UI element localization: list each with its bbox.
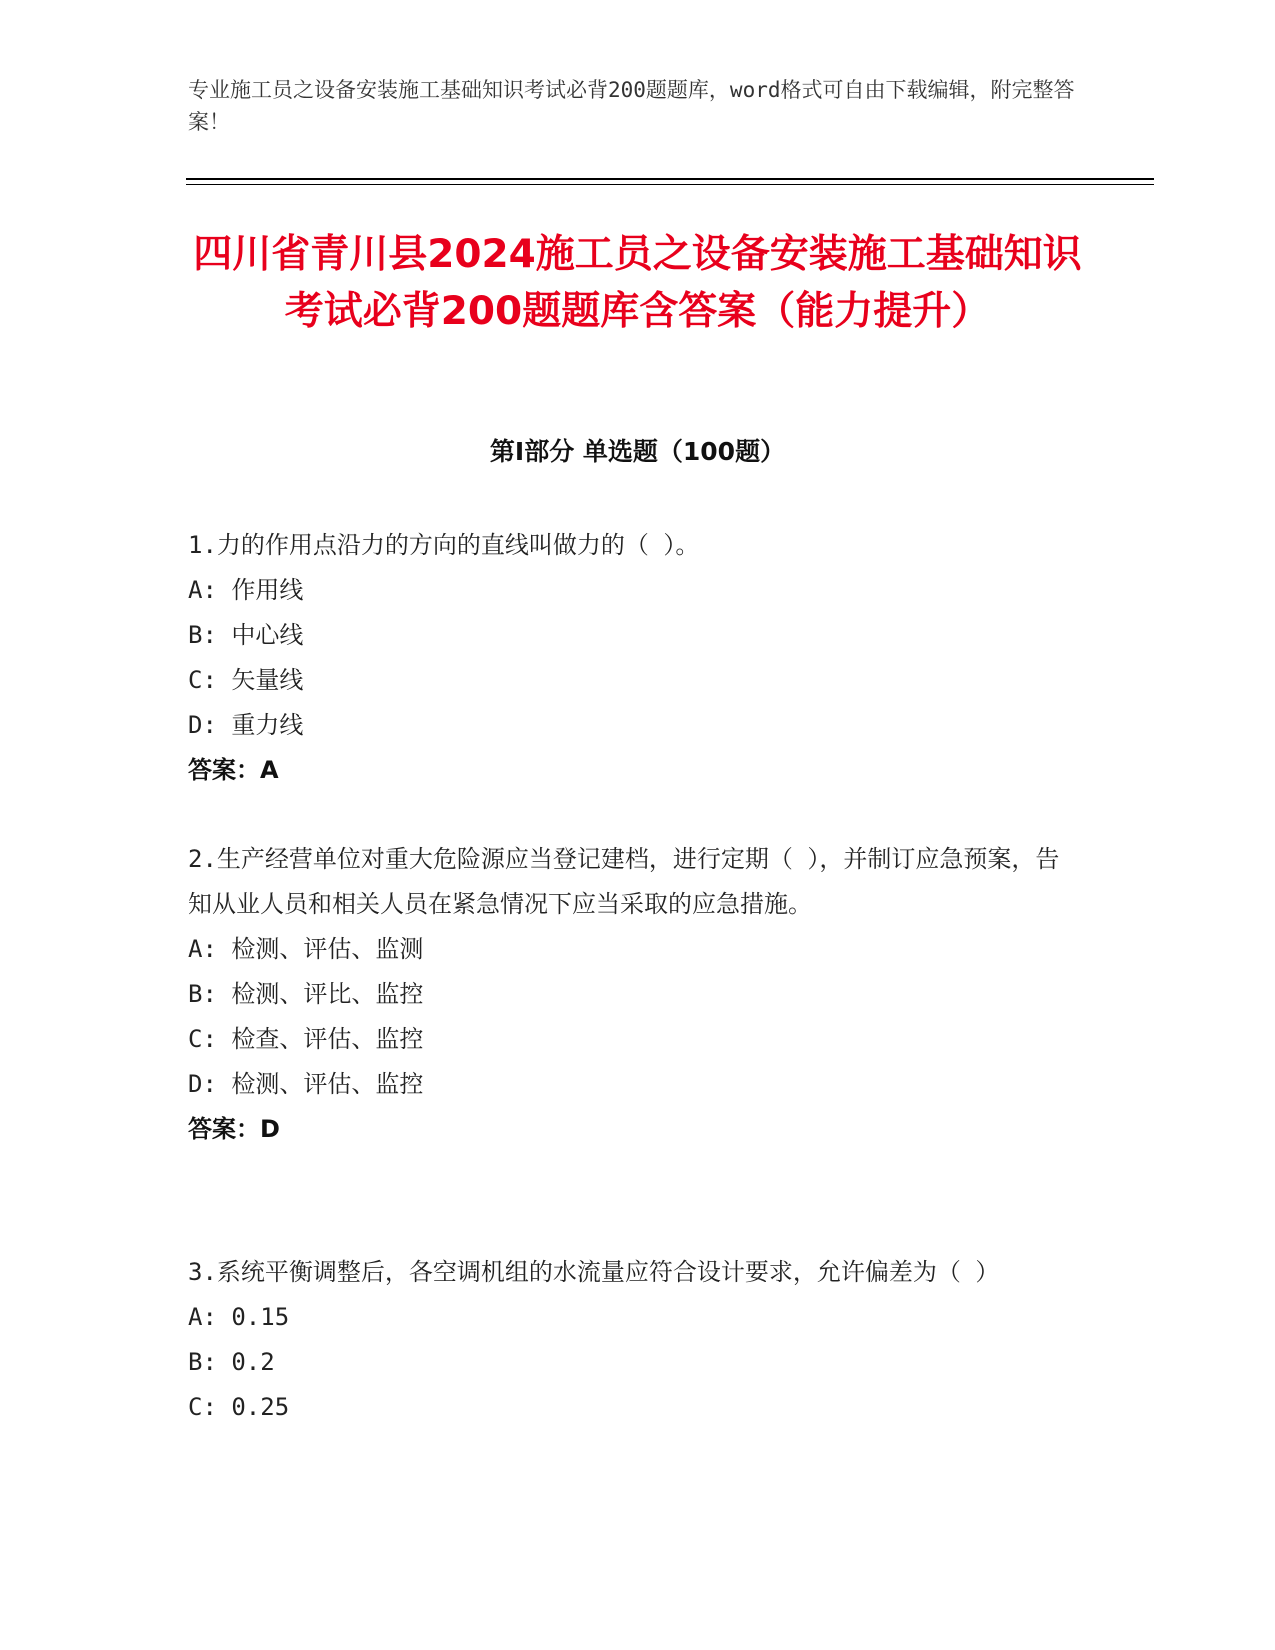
answer: 答案：A: [188, 756, 279, 784]
section-heading: 第Ⅰ部分 单选题（100题）: [489, 437, 786, 466]
question-1: [188, 523, 1068, 793]
question-stem: 2.生产经营单位对重大危险源应当登记建档，进行定期（ ），并制订应急预案，告知从业人员和相关人员在紧急情况下应当采取的应急措施。: [188, 845, 1060, 918]
question-stem: 1.力的作用点沿力的方向的直线叫做力的（ ）。: [188, 531, 700, 559]
answer: 答案：D: [188, 1115, 280, 1143]
header-rule-thick: [186, 178, 1154, 180]
option-a: A: 0.15: [188, 1303, 290, 1331]
option-b: B: 0.2: [188, 1348, 275, 1376]
option-d: D: 检测、评估、监控: [188, 1070, 424, 1098]
question-2: [188, 837, 1068, 1152]
question-3: [188, 1250, 1068, 1430]
document-title: 四川省青川县2024施工员之设备安装施工基础知识考试必背200题题库含答案（能力提升）: [193, 232, 1082, 334]
option-b: B: 检测、评比、监控: [188, 980, 424, 1008]
option-a: A: 作用线: [188, 576, 304, 604]
option-c: C: 检查、评估、监控: [188, 1025, 424, 1053]
header-note: 专业施工员之设备安装施工基础知识考试必背200题题库，word格式可自由下载编辑，附完整答案！: [188, 78, 1075, 134]
header-rule-thin: [186, 184, 1154, 185]
option-b: B: 中心线: [188, 621, 304, 649]
option-a: A: 检测、评估、监测: [188, 935, 424, 963]
option-c: C: 矢量线: [188, 666, 304, 694]
option-c: C: 0.25: [188, 1393, 290, 1421]
option-d: D: 重力线: [188, 711, 304, 739]
question-stem: 3.系统平衡调整后，各空调机组的水流量应符合设计要求，允许偏差为（ ）: [188, 1258, 1000, 1286]
